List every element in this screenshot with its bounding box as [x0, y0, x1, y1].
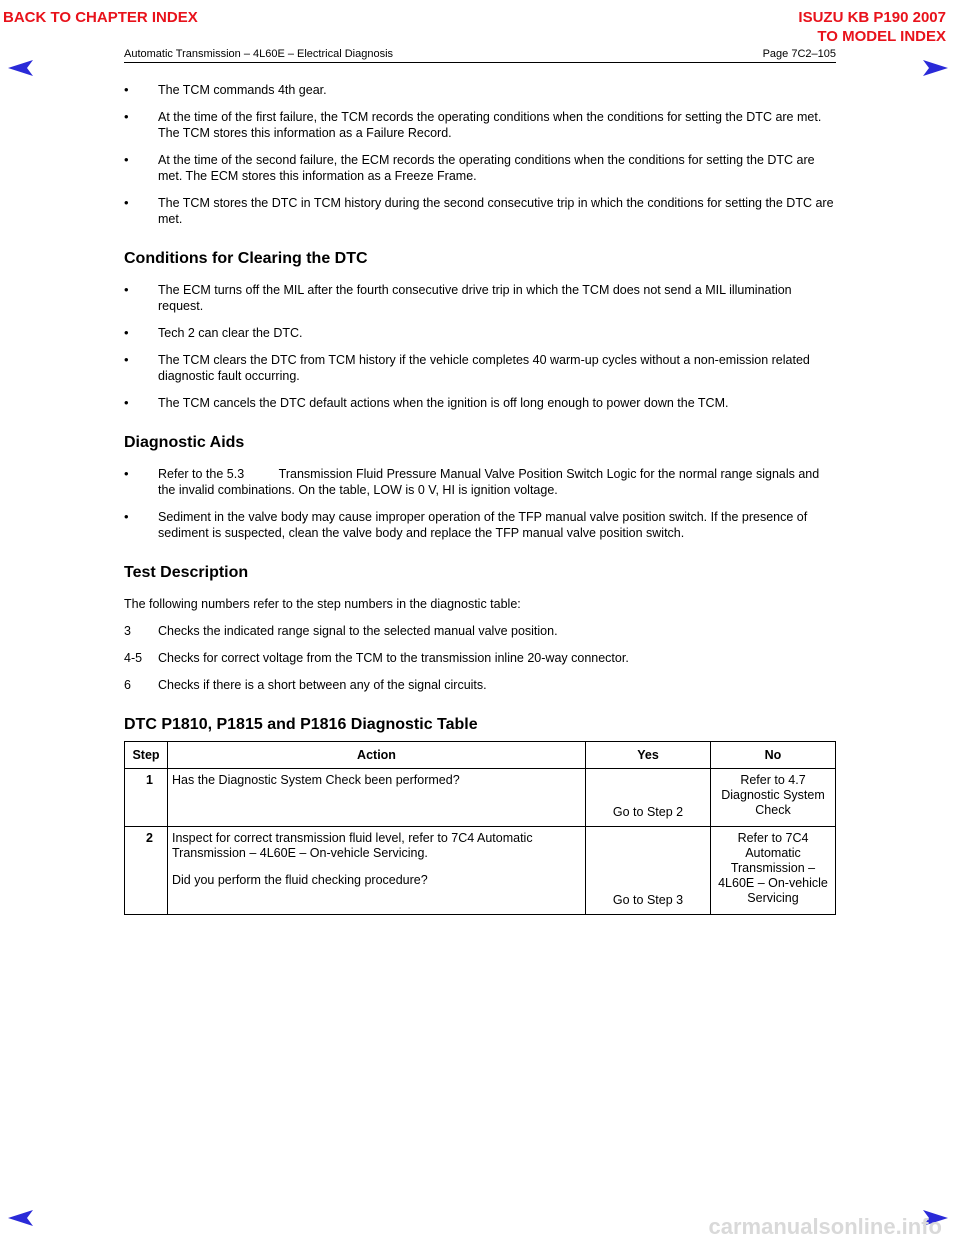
- bullet-item: • Sediment in the valve body may cause improper operation of the TFP manual valve position switch. If the presence of sediment is suspected, clean the valve body and replace the TFP manual valve position switch.: [124, 509, 808, 540]
- bullet-item: • At the time of the second failure, the ECM records the operating conditions when the conditions for setting the DTC are met. The ECM stores this information as a Freeze Frame.: [124, 152, 815, 183]
- bullet-item: • At the time of the first failure, the TCM records the operating conditions when the conditions for setting the DTC are met. The TCM stores this information as a Failure Record.: [124, 109, 822, 140]
- watermark-text: carmanualsonline.info: [708, 1214, 942, 1239]
- header-section-title: Automatic Transmission – 4L60E – Electrical Diagnosis: [124, 48, 394, 60]
- bullet-item: • Tech 2 can clear the DTC.: [124, 325, 303, 340]
- header-page-number: Page 7C2–105: [762, 48, 836, 60]
- bullet-item: • The ECM turns off the MIL after the fourth consecutive drive trip in which the TCM does not send a MIL illumination request.: [124, 282, 792, 313]
- test-step-row: 4-5 Checks for correct voltage from the TCM to the transmission inline 20-way connector.: [124, 651, 629, 665]
- yes-cell: Go to Step 2: [586, 769, 711, 827]
- bullet-item: • The TCM stores the DTC in TCM history during the second consecutive trip in which the conditions for setting the DTC are met.: [124, 195, 834, 226]
- bullet-item: • Refer to the 5.3 Transmission Fluid Pressure Manual Valve Position Switch Logic for the normal range signals and the invalid combinations. On the table, LOW is 0 V, HI is ignition voltage.: [124, 466, 823, 497]
- yes-cell: Go to Step 3: [586, 827, 711, 915]
- test-step-row: 6 Checks if there is a short between any of the signal circuits.: [124, 678, 487, 692]
- column-header-action: Action: [168, 742, 586, 769]
- page-content: [124, 82, 841, 915]
- test-description-intro: The following numbers refer to the step numbers in the diagnostic table:: [124, 597, 521, 611]
- diagnostic-aids-heading: Diagnostic Aids: [124, 434, 245, 451]
- page-header: [124, 48, 836, 63]
- next-page-arrow-icon[interactable]: [920, 58, 950, 78]
- no-cell: Refer to 4.7 Diagnostic System Check: [711, 769, 836, 827]
- bullet-item: • The TCM clears the DTC from TCM history if the vehicle completes 40 warm-up cycles without a non-emission related diagnostic fault occurring.: [124, 352, 810, 383]
- clearing-heading: Conditions for Clearing the DTC: [124, 250, 368, 267]
- diagnostic-table: [124, 741, 841, 915]
- table-row: [125, 769, 836, 827]
- previous-page-bottom-arrow-icon[interactable]: [6, 1208, 36, 1228]
- back-to-chapter-index-link[interactable]: BACK TO CHAPTER INDEX: [3, 9, 198, 26]
- bullet-item: • The TCM commands 4th gear.: [124, 82, 327, 97]
- diagnostic-table-heading: DTC P1810, P1815 and P1816 Diagnostic Table: [124, 716, 478, 733]
- step-cell: 2: [125, 827, 168, 915]
- model-title: ISUZU KB P190 2007: [798, 9, 946, 26]
- test-step-row: 3 Checks the indicated range signal to the selected manual valve position.: [124, 624, 558, 638]
- test-description-heading: Test Description: [124, 564, 249, 581]
- no-cell: Refer to 7C4 Automatic Transmission – 4L60E – On-vehicle Servicing: [711, 827, 836, 915]
- step-cell: 1: [125, 769, 168, 827]
- to-model-index-link[interactable]: TO MODEL INDEX: [817, 28, 946, 45]
- action-cell: Inspect for correct transmission fluid level, refer to 7C4 Automatic Transmission – 4L60E – On-vehicle Servicing. Did you perform the fluid checking procedure?: [168, 827, 586, 915]
- column-header-no: No: [711, 742, 836, 769]
- action-cell: Has the Diagnostic System Check been performed?: [168, 769, 586, 827]
- table-row: [125, 827, 836, 915]
- bullet-item: • The TCM cancels the DTC default actions when the ignition is off long enough to power down the TCM.: [124, 395, 729, 410]
- column-header-yes: Yes: [586, 742, 711, 769]
- table-header-row: [125, 742, 836, 769]
- previous-page-arrow-icon[interactable]: [6, 58, 36, 78]
- column-header-step: Step: [125, 742, 168, 769]
